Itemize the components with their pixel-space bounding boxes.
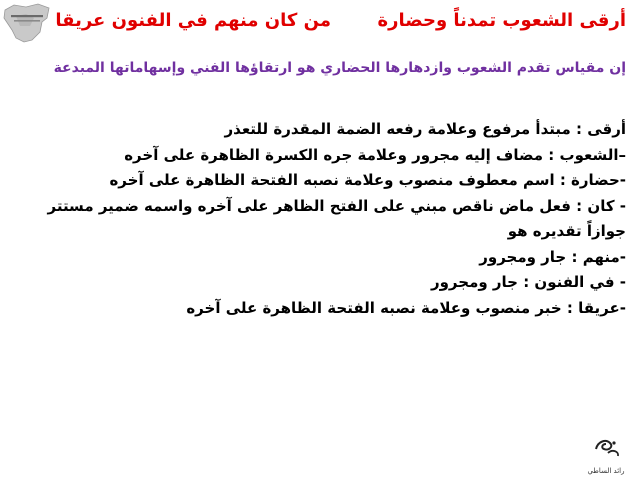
analysis-line: -منهم : جار ومجرور (479, 247, 626, 266)
analysis-line: -عريقا : خبر منصوب وعلامة نصبه الفتحة الظاهرة على آخره (186, 298, 626, 317)
slide-subtitle: إن مقياس تقدم الشعوب وازدهارها الحضاري هو ارتقاؤها الفني وإسهاماتها المبدعة (53, 60, 626, 76)
title-part-1: أرقى الشعوب تمدناً وحضارة (377, 10, 626, 31)
title-part-2: من كان منهم في الفنون عريقا (55, 10, 331, 31)
analysis-line: - في الفنون : جار ومجرور (430, 273, 626, 291)
author-signature (578, 437, 634, 477)
author-name: رائد الساطي (587, 467, 625, 475)
grammar-analysis-list (20, 117, 626, 321)
syria-map-icon (2, 2, 52, 44)
analysis-line: –الشعوب : مضاف إليه مجرور وعلامة جره الكسرة الظاهرة على آخره (124, 145, 626, 164)
analysis-line: -حضارة : اسم معطوف منصوب وعلامة نصبه الفتحة الظاهرة على آخره (109, 171, 626, 189)
slide-title (55, 10, 626, 38)
author-logo-icon (592, 437, 622, 461)
analysis-line: - كان : فعل ماض ناقص مبني على الفتح الظاهر على آخره واسمه ضمير مستتر جوازاً تقديره هو (47, 196, 626, 240)
analysis-line: أرقى : مبتدأ مرفوع وعلامة رفعه الضمة المقدرة للتعذر (224, 120, 626, 138)
